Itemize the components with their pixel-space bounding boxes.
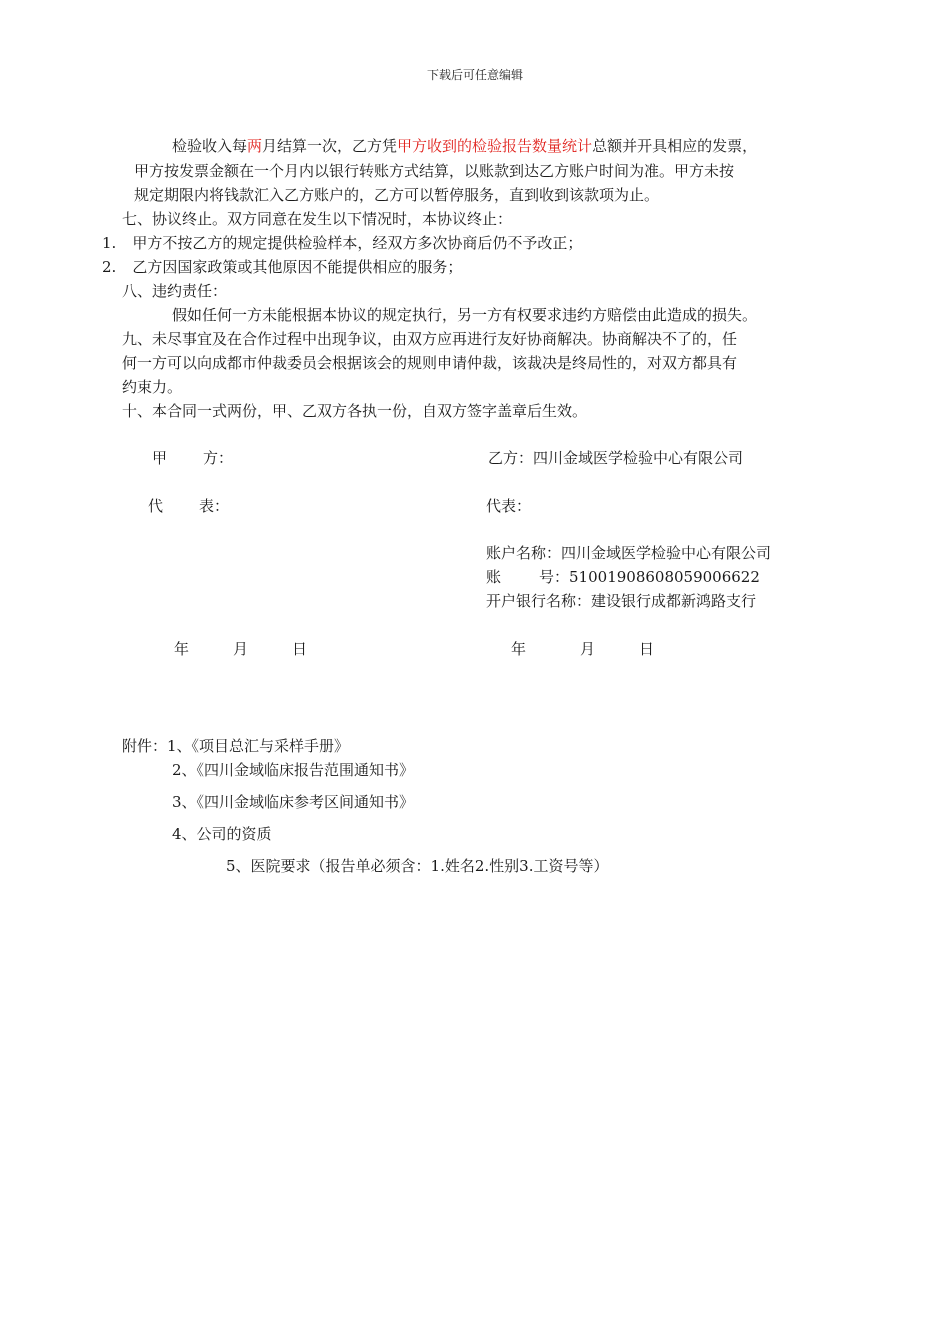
account-number-label-char: 账 (486, 568, 502, 586)
payment-line-1 (172, 136, 757, 156)
rep-b-label: 代表： (486, 497, 532, 515)
date-a (174, 639, 307, 659)
attachment-3: 3、《四川金域临床参考区间通知书》 (172, 793, 415, 811)
payment-text-e: 总额并开具相应的发票， (592, 137, 758, 155)
party-b-name: 乙方：四川金域医学检验中心有限公司 (488, 449, 744, 467)
section-7-item-1 (102, 233, 582, 253)
section-8-body: 假如任何一方未能根据本协议的规定执行，另一方有权要求违约方赔偿由此造成的损失。 (172, 306, 758, 324)
date-b-year: 年 (511, 640, 527, 658)
section-7-item-2 (102, 257, 462, 277)
section-7-title: 七、协议终止。双方同意在发生以下情况时，本协议终止： (122, 210, 513, 228)
section-9-line-1: 九、未尽事宜及在合作过程中出现争议，由双方应再进行友好协商解决。协商解决不了的，任 (122, 330, 738, 348)
page-header-note: 下载后可任意编辑 (426, 68, 523, 82)
date-b (511, 639, 654, 659)
attachment-2: 2、《四川金域临床报告范围通知书》 (172, 761, 415, 779)
attachment-1: 附件：1、《项目总汇与采样手册》 (122, 737, 350, 755)
payment-line-3: 规定期限内将钱款汇入乙方账户的，乙方可以暂停服务，直到收到该款项为止。 (134, 186, 660, 204)
bank-name: 开户银行名称：建设银行成都新鸿路支行 (486, 592, 757, 610)
account-number (486, 567, 760, 587)
date-b-month: 月 (580, 640, 596, 658)
section-8-title: 八、违约责任： (122, 282, 228, 300)
section-10-text: 十、本合同一式两份，甲、乙双方各执一份，自双方签字盖章后生效。 (122, 402, 588, 420)
account-number-value: 号：51001908608059006622 (539, 568, 760, 586)
list-number: 2. (102, 258, 117, 276)
rep-a-label (148, 496, 229, 516)
section-9-line-2: 何一方可以向成都市仲裁委员会根据该会的规则申请仲裁，该裁决是终局性的，对双方都具有 (122, 354, 738, 372)
party-a-label-rest: 方： (203, 449, 234, 467)
party-a-label-char: 甲 (152, 449, 168, 467)
payment-line-2: 甲方按发票金额在一个月内以银行转账方式结算，以账款到达乙方账户时间为准。甲方未按 (134, 162, 735, 180)
payment-text-a: 检验收入每 (172, 137, 248, 155)
rep-a-label-char: 代 (148, 497, 164, 515)
account-name: 账户名称：四川金域医学检验中心有限公司 (486, 544, 772, 562)
date-a-month: 月 (233, 640, 249, 658)
list-number: 1. (102, 234, 117, 252)
list-item-text: 乙方因国家政策或其他原因不能提供相应的服务； (132, 258, 463, 276)
date-a-year: 年 (174, 640, 190, 658)
list-item-text: 甲方不按乙方的规定提供检验样本，经双方多次协商后仍不予改正； (132, 234, 583, 252)
payment-text-c: 月结算一次，乙方凭 (262, 137, 398, 155)
date-b-day: 日 (639, 640, 655, 658)
rep-a-label-rest: 表： (199, 497, 230, 515)
date-a-day: 日 (292, 640, 308, 658)
party-a-label (152, 448, 233, 468)
section-9-line-3: 约束力。 (122, 378, 183, 396)
payment-highlight-stat: 甲方收到的检验报告数量统计 (397, 137, 593, 155)
payment-highlight-two: 两 (247, 137, 263, 155)
attachment-5: 5、医院要求（报告单必须含：1.姓名2.性别3.工资号等） (226, 857, 609, 875)
attachment-4: 4、公司的资质 (172, 825, 272, 843)
